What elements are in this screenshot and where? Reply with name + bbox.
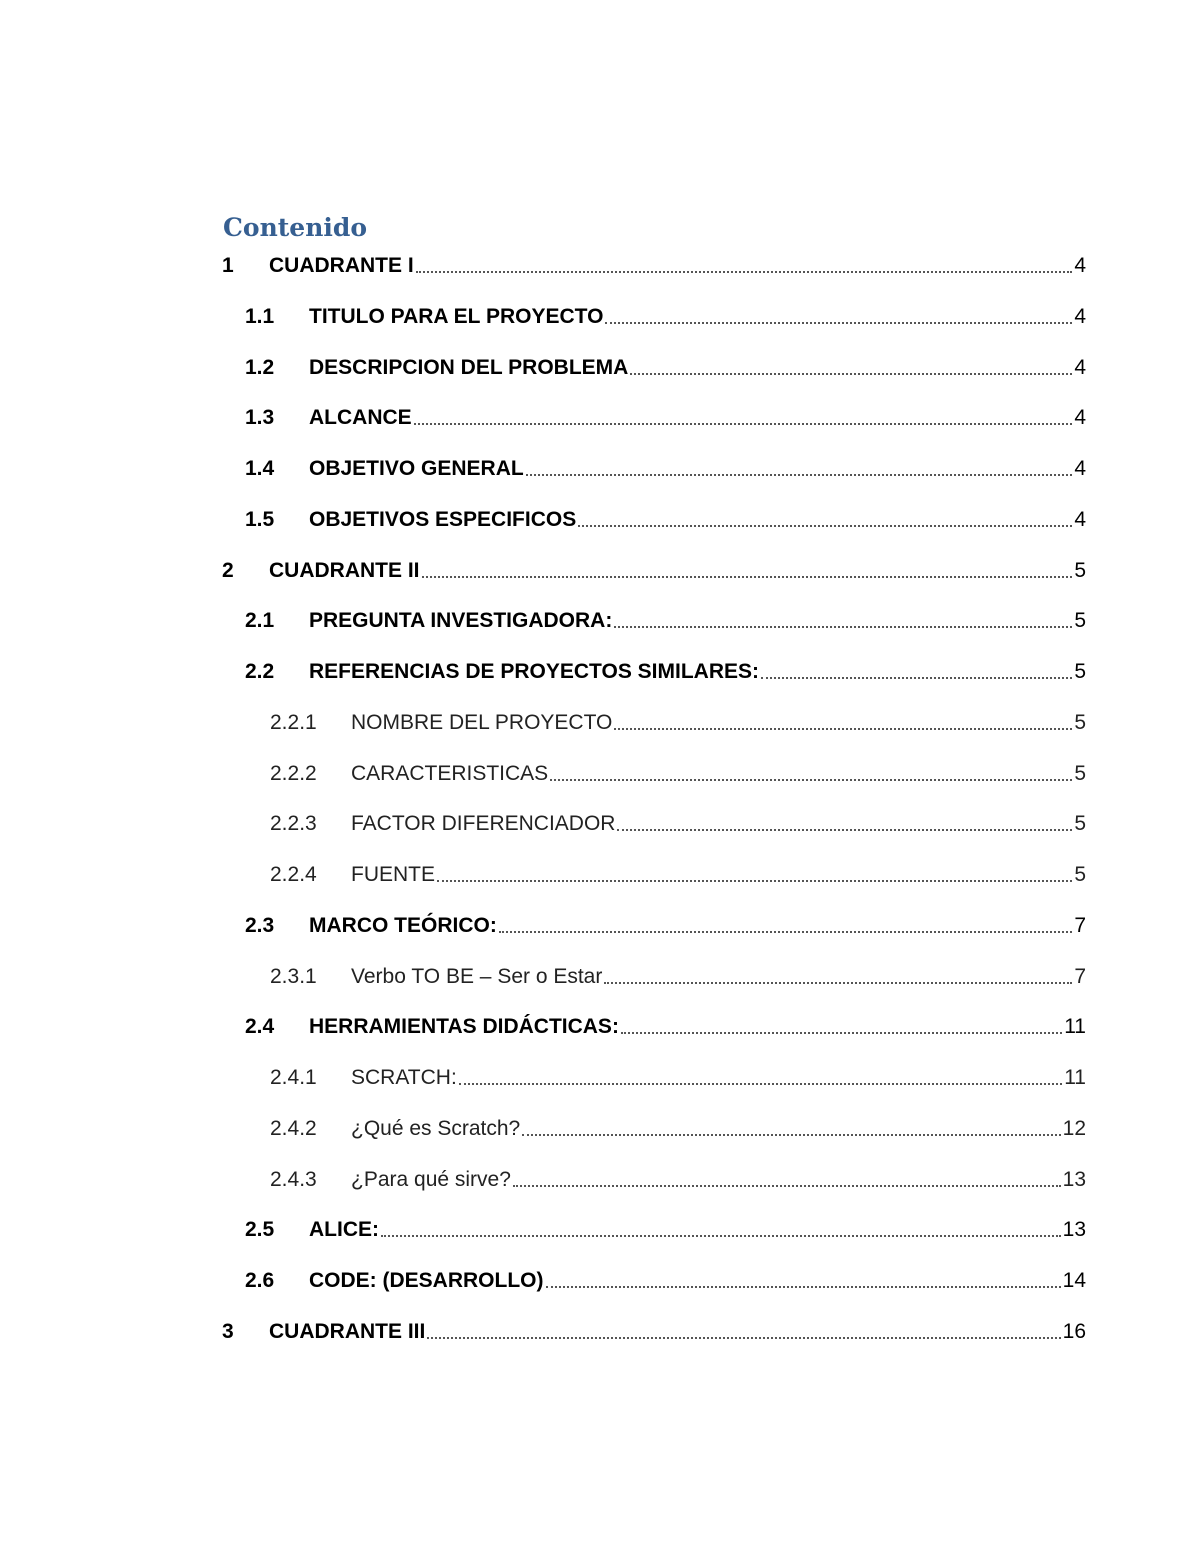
toc-entry-title: ¿Para qué sirve? <box>351 1168 511 1191</box>
toc-dot-leader <box>522 1134 1060 1136</box>
toc-entry-number: 1 <box>222 254 234 277</box>
toc-dot-leader <box>499 931 1072 933</box>
toc-entry-page-number: 5 <box>1074 863 1086 886</box>
toc-entry[interactable] <box>245 299 1086 329</box>
toc-entry-title: CUADRANTE I <box>269 254 414 277</box>
toc-entry[interactable] <box>245 451 1086 481</box>
toc-dot-leader <box>546 1286 1061 1288</box>
toc-entry[interactable] <box>245 1263 1086 1293</box>
toc-entry-title: FACTOR DIFERENCIADOR <box>351 812 616 835</box>
toc-entry-title: PREGUNTA INVESTIGADORA: <box>309 609 613 632</box>
toc-entry[interactable] <box>270 959 1086 989</box>
toc-entry-number: 2.3.1 <box>270 965 317 988</box>
toc-entry[interactable] <box>270 1060 1086 1090</box>
toc-entry-number: 2.2.1 <box>270 711 317 734</box>
toc-entry-title: OBJETIVOS ESPECIFICOS <box>309 508 577 531</box>
toc-entry-page-number: 5 <box>1074 812 1086 835</box>
toc-dot-leader <box>550 779 1072 781</box>
toc-entry[interactable] <box>270 1111 1086 1141</box>
toc-entry-title: CUADRANTE III <box>269 1320 426 1343</box>
toc-entry[interactable] <box>222 248 1086 278</box>
toc-entry-title: REFERENCIAS DE PROYECTOS SIMILARES: <box>309 660 760 683</box>
toc-title: Contenido <box>223 213 368 242</box>
toc-entry-page-number: 14 <box>1062 1269 1086 1292</box>
toc-dot-leader <box>414 423 1073 425</box>
toc-entry-page-number: 4 <box>1074 508 1086 531</box>
toc-entry[interactable] <box>270 857 1086 887</box>
toc-entry-page-number: 12 <box>1062 1117 1086 1140</box>
toc-dot-leader <box>427 1337 1060 1339</box>
toc-entry-title: HERRAMIENTAS DIDÁCTICAS: <box>309 1015 619 1038</box>
toc-entry-number: 1.3 <box>245 406 275 429</box>
toc-entry[interactable] <box>270 705 1086 735</box>
toc-entry-title: Verbo TO BE – Ser o Estar <box>351 965 603 988</box>
toc-dot-leader <box>422 576 1073 578</box>
toc-entry-title: NOMBRE DEL PROYECTO <box>351 711 613 734</box>
toc-entry-number: 2.4 <box>245 1015 275 1038</box>
toc-entry[interactable] <box>245 502 1086 532</box>
toc-entry-page-number: 11 <box>1064 1015 1086 1038</box>
toc-entry-title: FUENTE <box>351 863 435 886</box>
toc-entry-number: 2.5 <box>245 1218 275 1241</box>
toc-dot-leader <box>621 1032 1062 1034</box>
toc-entry-number: 2 <box>222 559 234 582</box>
toc-entry-number: 2.2.4 <box>270 863 317 886</box>
toc-entry-page-number: 5 <box>1074 660 1086 683</box>
toc-dot-leader <box>437 880 1072 882</box>
toc-dot-leader <box>381 1235 1061 1237</box>
toc-entry-number: 2.1 <box>245 609 275 632</box>
toc-entry-page-number: 13 <box>1062 1168 1086 1191</box>
toc-dot-leader <box>761 677 1072 679</box>
toc-entry-number: 2.2 <box>245 660 275 683</box>
toc-dot-leader <box>416 271 1073 273</box>
toc-entry[interactable] <box>270 806 1086 836</box>
toc-entry-number: 2.4.2 <box>270 1117 317 1140</box>
toc-entry[interactable] <box>270 756 1086 786</box>
toc-entry-number: 1.5 <box>245 508 275 531</box>
toc-entry-number: 2.6 <box>245 1269 275 1292</box>
toc-entry-page-number: 4 <box>1074 356 1086 379</box>
toc-entry[interactable] <box>245 350 1086 380</box>
toc-dot-leader <box>630 373 1072 375</box>
toc-entry-page-number: 11 <box>1064 1066 1086 1089</box>
toc-entry-page-number: 4 <box>1074 457 1086 480</box>
toc-entry[interactable] <box>245 1009 1086 1039</box>
toc-entry-number: 1.1 <box>245 305 275 328</box>
toc-entry-number: 2.2.2 <box>270 762 317 785</box>
toc-entry-title: CUADRANTE II <box>269 559 420 582</box>
toc-entry-title: TITULO PARA EL PROYECTO <box>309 305 604 328</box>
toc-dot-leader <box>614 728 1072 730</box>
toc-entry-title: ALICE: <box>309 1218 379 1241</box>
toc-entry[interactable] <box>222 553 1086 583</box>
toc-dot-leader <box>604 982 1072 984</box>
toc-entry[interactable] <box>222 1314 1086 1344</box>
toc-entry[interactable] <box>270 1162 1086 1192</box>
toc-entry-number: 2.3 <box>245 914 275 937</box>
toc-entry-page-number: 5 <box>1074 711 1086 734</box>
toc-entry-page-number: 4 <box>1074 406 1086 429</box>
toc-dot-leader <box>459 1083 1062 1085</box>
toc-dot-leader <box>614 626 1072 628</box>
toc-entry-number: 1.4 <box>245 457 275 480</box>
toc-entry-number: 1.2 <box>245 356 275 379</box>
toc-entry-page-number: 13 <box>1062 1218 1086 1241</box>
toc-entry-page-number: 7 <box>1074 914 1086 937</box>
toc-entry-title: OBJETIVO GENERAL <box>309 457 524 480</box>
toc-entry-page-number: 5 <box>1074 559 1086 582</box>
toc-dot-leader <box>605 322 1072 324</box>
toc-entry-title: SCRATCH: <box>351 1066 457 1089</box>
toc-entry-title: ALCANCE <box>309 406 412 429</box>
toc-entry[interactable] <box>245 400 1086 430</box>
toc-entry-number: 2.2.3 <box>270 812 317 835</box>
toc-entry-page-number: 4 <box>1074 254 1086 277</box>
toc-dot-leader <box>578 525 1072 527</box>
toc-entry[interactable] <box>245 654 1086 684</box>
toc-entry-page-number: 7 <box>1074 965 1086 988</box>
toc-dot-leader <box>513 1185 1061 1187</box>
toc-entry-title: CARACTERISTICAS <box>351 762 549 785</box>
toc-entry-title: ¿Qué es Scratch? <box>351 1117 521 1140</box>
toc-entry-number: 2.4.3 <box>270 1168 317 1191</box>
toc-entry-page-number: 4 <box>1074 305 1086 328</box>
toc-entry[interactable] <box>245 1212 1086 1242</box>
toc-entry-page-number: 16 <box>1062 1320 1086 1343</box>
toc-entry-page-number: 5 <box>1074 762 1086 785</box>
toc-entry[interactable] <box>245 908 1086 938</box>
toc-entry[interactable] <box>245 603 1086 633</box>
toc-entry-title: CODE: (DESARROLLO) <box>309 1269 544 1292</box>
toc-entry-page-number: 5 <box>1074 609 1086 632</box>
toc-dot-leader <box>617 829 1072 831</box>
toc-entry-title: MARCO TEÓRICO: <box>309 914 497 937</box>
toc-dot-leader <box>526 474 1073 476</box>
toc-entry-title: DESCRIPCION DEL PROBLEMA <box>309 356 629 379</box>
toc-entry-number: 3 <box>222 1320 234 1343</box>
toc-entry-number: 2.4.1 <box>270 1066 317 1089</box>
